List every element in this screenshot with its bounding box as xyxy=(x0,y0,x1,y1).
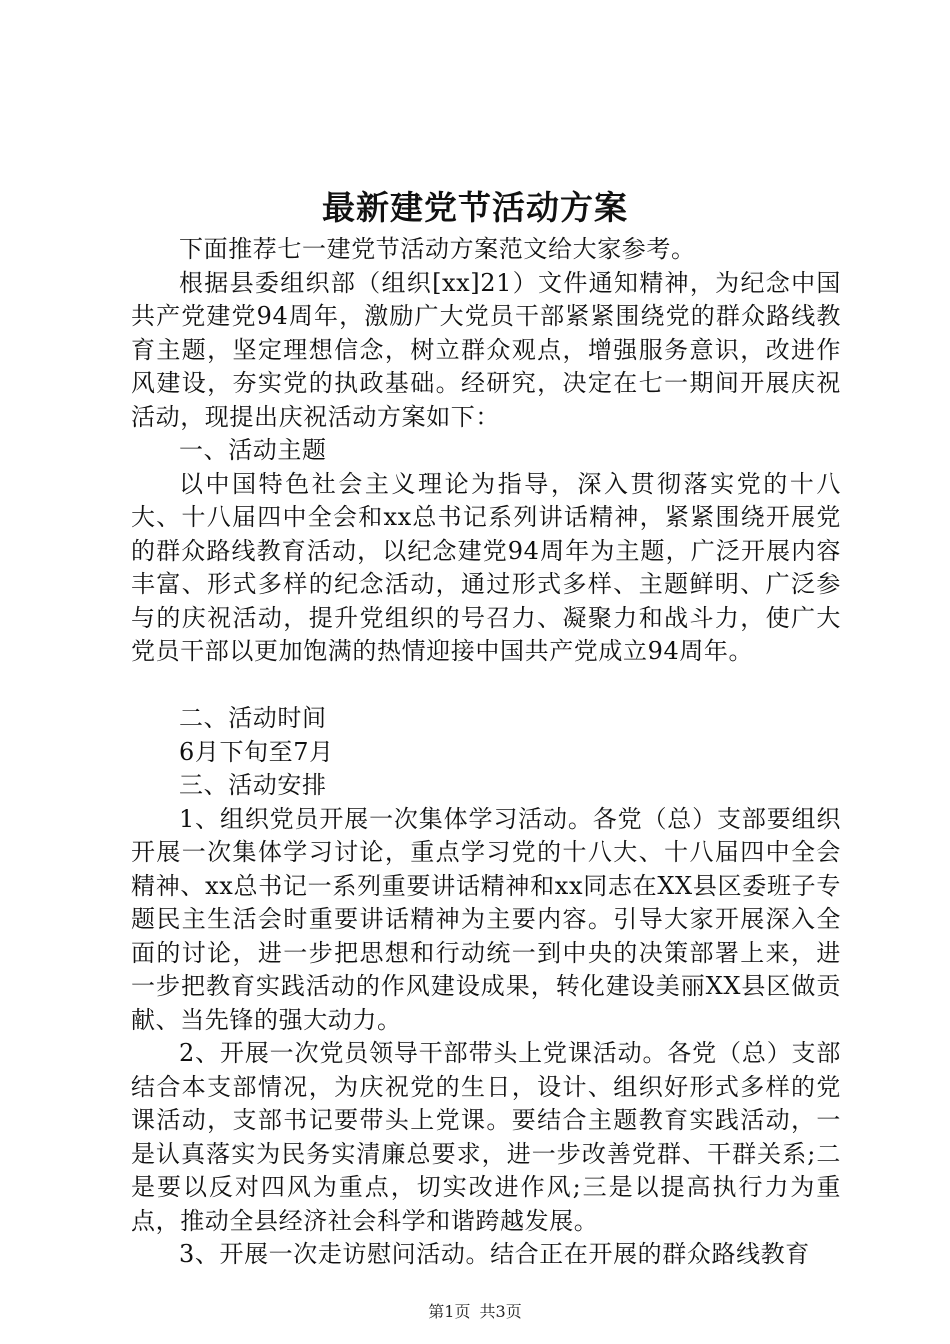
paragraph-arrangement-3: 3、开展一次走访慰问活动。结合正在开展的群众路线教育 xyxy=(179,1240,810,1268)
section-heading-time: 二、活动时间 xyxy=(179,704,327,732)
section-heading-arrangement: 三、活动安排 xyxy=(179,771,327,799)
paragraph-arrangement-1: 1、组织党员开展一次集体学习活动。各党（总）支部要组织开展一次集体学习讨论，重点学习党的十八大、十八届四中全会精神、xx总书记一系列重要讲话精神和xx同志在XX县区委班子专题民主生活会时重要讲话精神为主要内容。引导大家开展深入全面的讨论，进一步把思想和行动统一到中央的决策部署上来，进一步把教育实践活动的作风建设成果，转化建设美丽XX县区做贡献、当先锋的强大动力。 xyxy=(131,804,841,1034)
paragraph-time: 6月下旬至7月 xyxy=(179,737,334,766)
paragraph-background: 根据县委组织部（组织[xx]21）文件通知精神，为纪念中国共产党建党94周年，激励广大党员干部紧紧围绕党的群众路线教育主题，坚定理想信念，树立群众观点，增强服务意识，改进作风建设，夯实党的执政基础。经研究，决定在七一期间开展庆祝活动，现提出庆祝活动方案如下： xyxy=(131,268,841,431)
document-title: 最新建党节活动方案 xyxy=(322,188,628,227)
paragraph-intro: 下面推荐七一建党节活动方案范文给大家参考。 xyxy=(179,235,696,263)
page-number-footer: 第1页 共3页 xyxy=(428,1302,522,1321)
paragraph-theme: 以中国特色社会主义理论为指导，深入贯彻落实党的十八大、十八届四中全会和xx总书记系列讲话精神，紧紧围绕开展党的群众路线教育活动，以纪念建党94周年为主题，广泛开展内容丰富、形式多样的纪念活动，通过形式多样、主题鲜明、广泛参与的庆祝活动，提升党组织的号召力、凝聚力和战斗力，使广大党员干部以更加饱满的热情迎接中国共产党成立94周年。 xyxy=(131,469,841,665)
blank-line xyxy=(131,669,841,703)
section-heading-theme: 一、活动主题 xyxy=(179,436,327,464)
document-body xyxy=(131,233,841,1272)
paragraph-arrangement-2: 2、开展一次党员领导干部带头上党课活动。各党（总）支部结合本支部情况，为庆祝党的生日，设计、组织好形式多样的党课活动，支部书记要带头上党课。要结合主题教育实践活动，一是认真落实为民务实清廉总要求，进一步改善党群、干群关系;二是要以反对四风为重点，切实改进作风;三是以提高执行力为重点，推动全县经济社会科学和谐跨越发展。 xyxy=(131,1039,841,1235)
